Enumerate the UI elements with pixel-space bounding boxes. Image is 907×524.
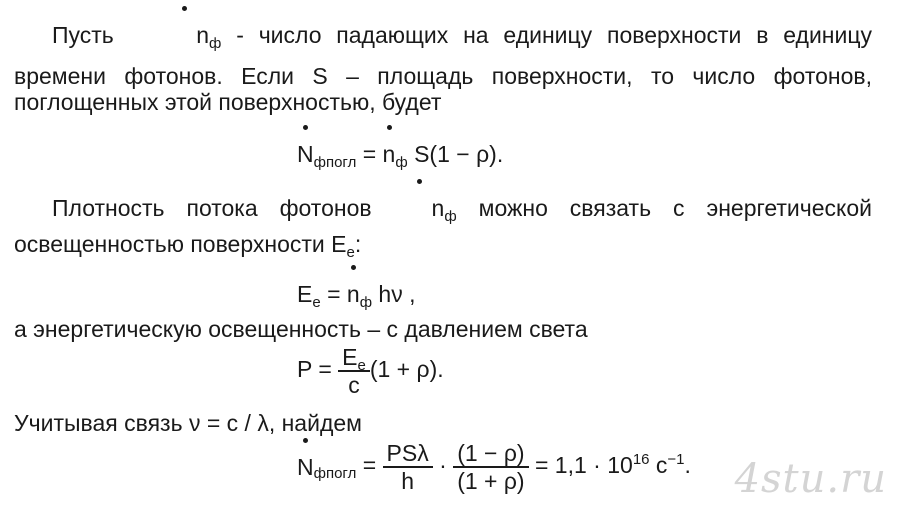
time-derivative-dot: [387, 125, 392, 130]
N-symbol: N: [297, 139, 314, 169]
text-fragment: Пусть: [52, 22, 114, 48]
result-unit: c: [649, 452, 668, 479]
E-symbol: E: [297, 281, 313, 307]
N-subscript: фпогл: [313, 154, 357, 171]
fraction-rho: $\frac{(1 - \rho)}{(1 + \rho)}$: [453, 440, 528, 494]
site-watermark: 4stu.ru: [734, 456, 887, 502]
equation-absorbed-photons: [297, 139, 503, 169]
paragraph-1-line-2: времени фотонов. Если S – площадь поверхности, то число фотонов,: [14, 63, 872, 89]
N-subscript: фпогл: [313, 465, 357, 483]
paragraph-1-line-1: [14, 20, 872, 50]
equals-sign: =: [320, 281, 347, 307]
result-unit-exponent: −1: [667, 451, 685, 469]
n-symbol: n: [394, 193, 445, 223]
e-subscript: e: [312, 294, 321, 311]
n-symbol: n: [383, 139, 396, 169]
P-symbol: P =: [297, 356, 339, 383]
paragraph-1-line-3: поглощенных этой поверхностью, будет: [14, 89, 442, 115]
time-derivative-dot: [417, 179, 422, 184]
equation-pressure: [297, 344, 444, 398]
time-derivative-dot: [303, 438, 308, 443]
phi-subscript: ф: [209, 35, 222, 52]
equation-final-result: $N_{фпогл}$ = $\frac{\text{PSλ}}{h}$ · $\frac{(1 - \rho)}{(1 + \rho)}$ = $1,1 \cdot 10^{16}$ $c^{-1}$.: [297, 440, 691, 494]
equation-irradiance: [297, 279, 416, 309]
e-subscript: e: [346, 244, 355, 261]
equals-sign: =: [356, 452, 383, 479]
paragraph-2-line-1: [14, 193, 872, 223]
equation-rest: hν ,: [372, 281, 416, 307]
result-exponent: 16: [632, 451, 650, 469]
equals-sign: =: [356, 141, 383, 167]
text-fragment: можно связать с энергетической: [478, 195, 873, 221]
n-subscript: ф: [444, 208, 457, 225]
time-derivative-dot: [351, 265, 356, 270]
time-derivative-dot: [182, 6, 187, 11]
paragraph-3: а энергетическую освещенность – с давлением света: [14, 316, 588, 342]
multiply-dot: ·: [432, 452, 454, 479]
equation-rest: S(1 − ρ).: [407, 141, 504, 167]
relation-nu-c-lambda: ν = c / λ: [188, 410, 269, 436]
paragraph-2-line-2: освещенностью поверхности $E_e$:: [14, 231, 362, 261]
fraction-PS-lambda-over-h: $\frac{\text{PSλ}}{h}$: [383, 440, 433, 494]
n-subscript: ф: [359, 294, 373, 311]
n-phi-symbol: n: [158, 20, 209, 50]
text-fragment: Плотность потока фотонов: [52, 195, 372, 221]
result-value: = 1,1 · 10: [528, 452, 633, 479]
time-derivative-dot: [303, 125, 308, 130]
n-subscript: ф: [395, 154, 408, 171]
paragraph-4: Учитывая связь ν = c / λ, найдем: [14, 410, 362, 436]
fraction-Ee-over-c: $\frac{E_e}{c}$: [338, 344, 370, 398]
equation-rest: (1 + ρ).: [369, 356, 444, 383]
text-fragment: - число падающих на единицу поверхности в единицу: [236, 22, 873, 48]
n-symbol: n: [347, 279, 360, 309]
N-symbol: N: [297, 452, 314, 482]
